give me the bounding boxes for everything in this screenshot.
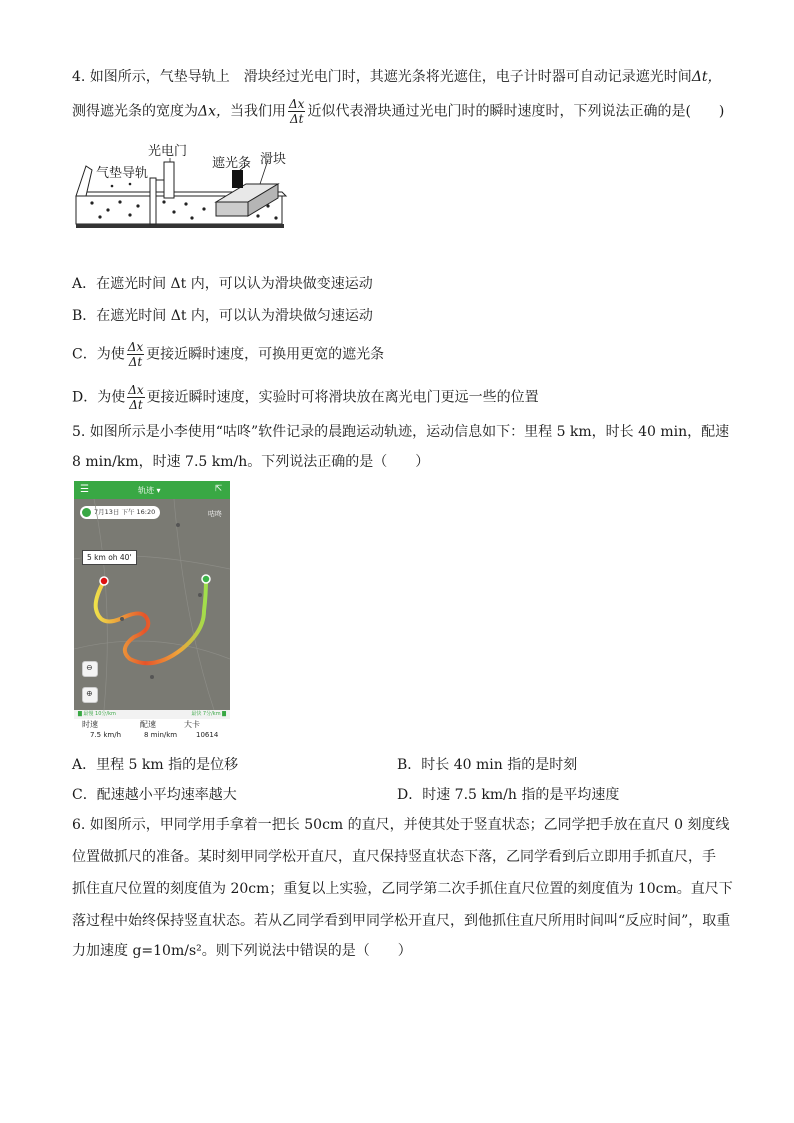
run-stats <box>74 720 244 742</box>
option-d-suffix: 更接近瞬时速度，实验时可将滑块放在离光电门更远一些的位置 <box>146 389 539 406</box>
q6-line-1: 6. 如图所示，甲同学用手拿着一把长 50cm 的直尺，并使其处于竖直状态；乙同学把手放在直尺 0 刻度线 <box>72 817 730 833</box>
label-shading-strip: 遮光条 <box>212 156 252 171</box>
stat-calories-label: 大卡 <box>184 720 200 729</box>
app-tab-title: 轨迹 ▾ <box>138 486 161 495</box>
app-top-bar <box>74 481 230 499</box>
stat-speed-value: 7.5 km/h <box>90 731 122 739</box>
option-c-fraction <box>127 340 144 369</box>
q4-text-2c: 当我们用 <box>230 103 287 120</box>
route-line <box>96 579 206 663</box>
pace-fastest: 最快 7分/km ▇ <box>191 711 226 717</box>
q6-line-2: 位置做抓尺的准备。某时刻甲同学松开直尺，直尺保持竖直状态下落，乙同学看到后立即用手抓直尺，手 <box>72 849 716 865</box>
distance-label: 5 km oh 40' <box>82 550 137 565</box>
photogate-head <box>164 162 174 198</box>
frac-numerator: Δx <box>289 97 305 111</box>
share-icon: ⇱ <box>215 484 223 494</box>
q5-line-2: 8 min/km，时速 7.5 km/h。下列说法正确的是（ ） <box>72 454 430 470</box>
option-c-prefix: C．为使 <box>72 346 125 363</box>
q5-line-1: 5. 如图所示是小李使用“咕咚”软件记录的晨跑运动轨迹，运动信息如下：里程 5 km，时长 40 min，配速 <box>72 424 730 440</box>
frac-numerator: Δx <box>127 340 144 354</box>
q5-option-b[interactable]: B．时长 40 min 指的是时刻 <box>397 757 578 773</box>
layers-button[interactable] <box>82 661 98 677</box>
q6-line-5: 力加速度 g=10m/s²。则下列说法中错误的是（ ） <box>72 943 412 959</box>
q4-delta-x: Δx， <box>198 103 231 120</box>
pace-slowest: ▇ 最慢 10分/km <box>78 711 116 717</box>
q6-line-4: 落过程中始终保持竖直状态。若从乙同学看到甲同学松开直尺，到他抓住直尺所用时间叫“反应时间”，取重 <box>72 913 731 929</box>
q5-option-d[interactable]: D．时速 7.5 km/h 指的是平均速度 <box>397 787 620 803</box>
frac-numerator: Δx <box>128 383 144 397</box>
shading-strip <box>232 170 243 188</box>
q4-option-d[interactable] <box>72 383 539 412</box>
date-text: 7月13日 下午 16:20 <box>94 508 156 516</box>
menu-icon: ☰ <box>80 484 89 495</box>
label-air-track: 气垫导轨 <box>96 166 149 181</box>
map-route <box>74 499 230 710</box>
option-d-prefix: D．为使 <box>72 389 126 406</box>
stat-pace-label: 配速 <box>140 720 156 729</box>
running-app-screenshot <box>74 481 230 719</box>
start-marker <box>100 577 108 585</box>
q4-fraction <box>288 97 305 126</box>
q5-option-a[interactable]: A．里程 5 km 指的是位移 <box>72 757 239 773</box>
q4-text-1: 4. 如图所示，气垫导轨上 滑块经过光电门时，其遮光条将光遮住，电子计时器可自动记录遮光时间 <box>72 69 692 85</box>
stat-speed <box>82 720 121 740</box>
frac-denominator: Δt <box>128 355 143 369</box>
end-marker <box>202 575 210 583</box>
rail-base <box>76 224 284 228</box>
q4-delta-t: Δt， <box>691 69 722 85</box>
stat-calories-value: 10614 <box>196 731 219 739</box>
q6-line-3: 抓住直尺位置的刻度值为 20cm；重复以上实验，乙同学第二次手抓住直尺位置的刻度值为 10cm。直尺下 <box>72 881 733 897</box>
locate-icon: ⊕ <box>86 689 93 698</box>
q4-text-2a: 测得遮光条的宽度为 <box>72 103 198 120</box>
q4-line-1 <box>72 67 722 87</box>
stat-calories <box>184 720 218 740</box>
q4-option-a[interactable]: A．在遮光时间 Δt 内，可以认为滑块做变速运动 <box>72 276 373 292</box>
stat-speed-label: 时速 <box>82 720 98 729</box>
q4-text-2d: 近似代表滑块通过光电门时的瞬时速度时，下列说法正确的是( ) <box>307 103 725 120</box>
stat-pace <box>132 720 177 740</box>
label-slider: 滑块 <box>260 152 287 167</box>
locate-button[interactable] <box>82 687 98 703</box>
frac-denominator: Δt <box>129 398 143 412</box>
q4-option-c[interactable] <box>72 340 384 369</box>
stat-pace-value: 8 min/km <box>144 731 178 739</box>
pace-legend <box>74 710 230 719</box>
photogate-post <box>150 178 156 224</box>
option-c-suffix: 更接近瞬时速度，可换用更宽的遮光条 <box>146 346 385 363</box>
frac-denominator: Δt <box>289 112 304 126</box>
option-d-fraction <box>127 383 144 412</box>
q4-option-b[interactable]: B．在遮光时间 Δt 内，可以认为滑块做匀速运动 <box>72 308 373 324</box>
q5-option-c[interactable]: C．配速越小平均速率越大 <box>72 787 237 803</box>
brand-label: 咕咚 <box>208 510 222 518</box>
q4-line-2 <box>72 97 724 126</box>
label-photogate: 光电门 <box>148 144 188 159</box>
slider-body <box>216 202 248 216</box>
layers-icon: ⊖ <box>86 663 93 672</box>
